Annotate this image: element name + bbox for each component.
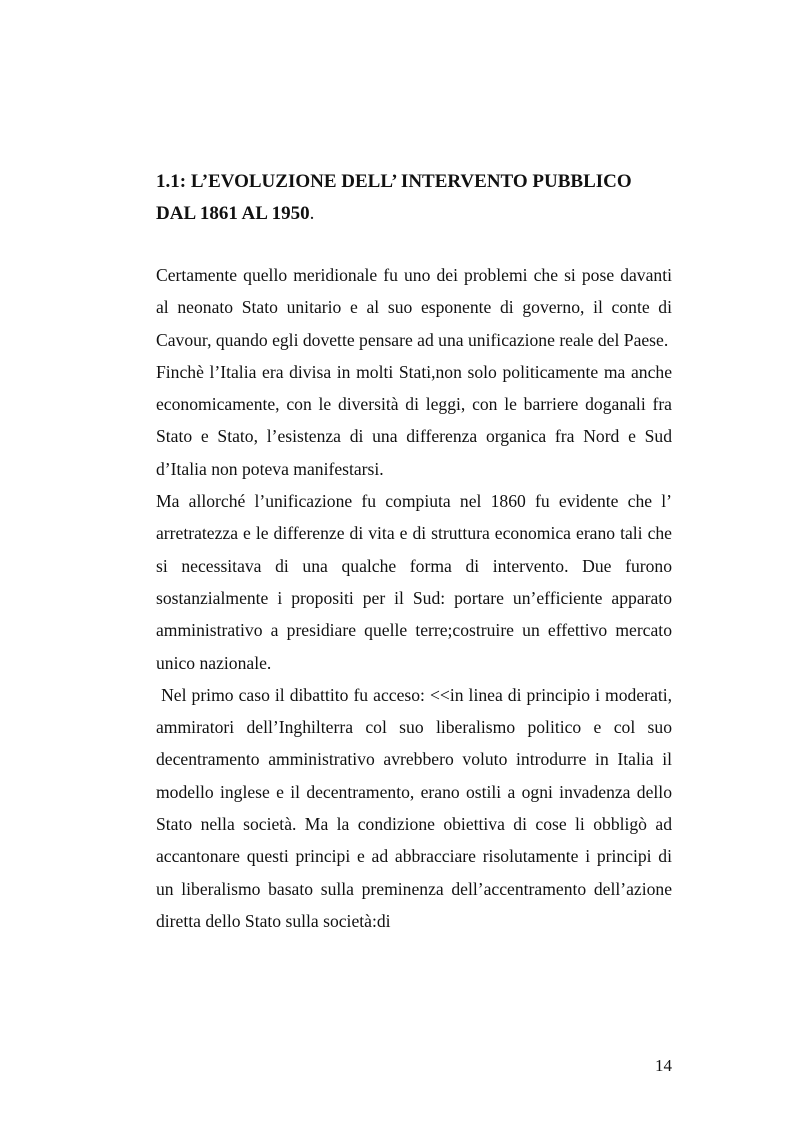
section-heading-line-1: 1.1: L’EVOLUZIONE DELL’ INTERVENTO PUBBLICO xyxy=(156,171,632,192)
paragraph-1: Certamente quello meridionale fu uno dei problemi che si pose davanti al neonato Stato unitario e al suo esponente di governo, il conte di Cavour, quando egli dovette pensare ad una unificazione reale del Paese. xyxy=(156,265,672,350)
paragraph-2: Finchè l’Italia era divisa in molti Stati,non solo politicamente ma anche economicamente, con le diversità di leggi, con le barriere doganali fra Stato e Stato, l’esistenza di una differenza organica fra Nord e Sud d’Italia non poteva manifestarsi. xyxy=(156,361,672,479)
paragraph-3: Ma allorché l’unificazione fu compiuta nel 1860 fu evidente che l’ arretratezza e le differenze di vita e di struttura economica erano tali che si necessitava di una qualche forma di intervento. Due furono sostanzialmente i propositi per il Sud: portare un’efficiente apparato amministrativo a presidiare quelle terre;costruire un effettivo mercato unico nazionale. xyxy=(156,491,672,673)
paragraph-4: Nel primo caso il dibattito fu acceso: <<in linea di principio i moderati, ammiratori dell’Inghilterra col suo liberalismo politico e col suo decentramento amministrativo avrebbero voluto introdurre in Italia il modello inglese e il decentramento, erano ostili a ogni invadenza dello Stato nella società. Ma la condizione obiettiva di cose li obbligò ad accantonare questi principi e ad abbracciare risolutamente i principi di un liberalismo basato sulla preminenza dell’accentramento dell’azione diretta dello Stato sulla società:di xyxy=(156,684,677,931)
section-heading-period: . xyxy=(309,203,315,224)
body-text xyxy=(156,259,677,937)
section-heading xyxy=(156,166,676,230)
section-heading-line-2: DAL 1861 AL 1950 xyxy=(156,203,310,224)
page-number: 14 xyxy=(655,1056,672,1075)
